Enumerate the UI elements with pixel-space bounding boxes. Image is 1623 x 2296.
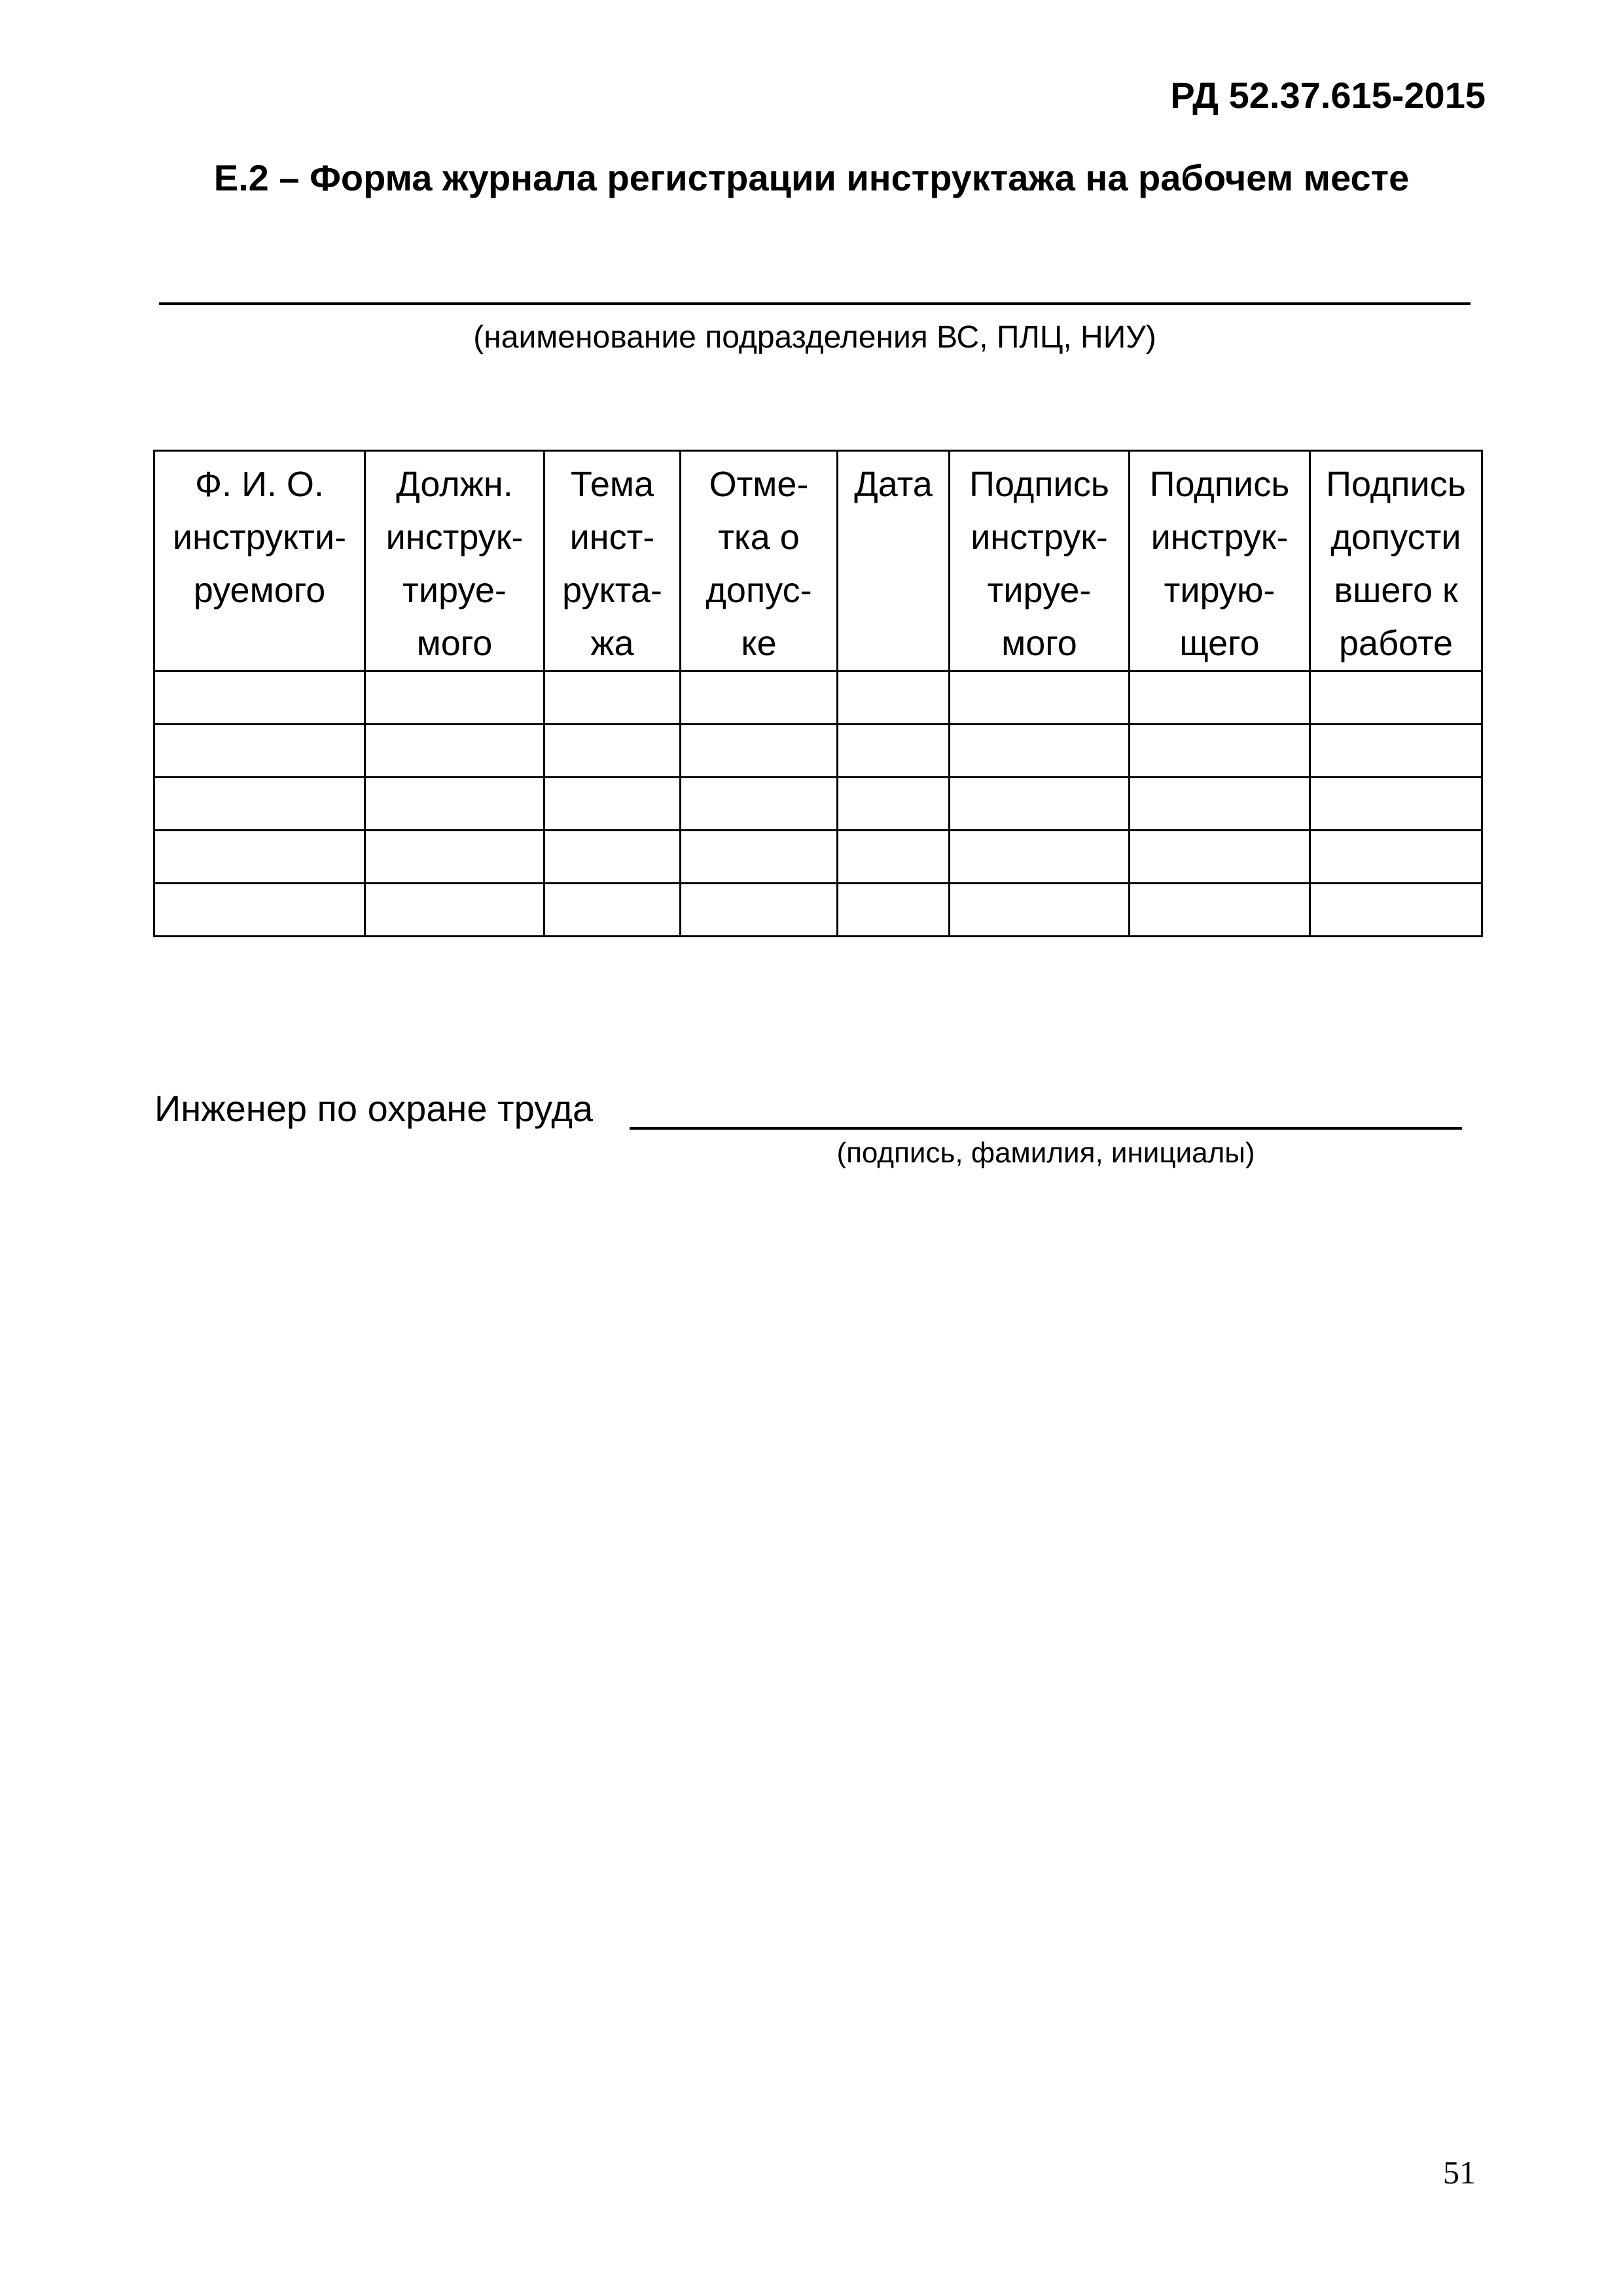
table-cell[interactable] (1130, 725, 1310, 778)
section-title: Е.2 – Форма журнала регистрации инструктажа на рабочем месте (213, 157, 1410, 198)
table-cell[interactable] (365, 725, 544, 778)
column-header-line: Подпись (1149, 465, 1290, 504)
column-header-date (838, 451, 950, 672)
table-cell[interactable] (950, 725, 1130, 778)
column-header-line: Подпись (969, 465, 1109, 504)
table-cell[interactable] (1130, 672, 1310, 725)
column-header-line: вшего к (1334, 571, 1458, 610)
column-header-line: мого (1001, 624, 1077, 663)
table-cell[interactable] (950, 672, 1130, 725)
table-cell[interactable] (1310, 725, 1482, 778)
table-cell[interactable] (838, 884, 950, 937)
table-cell[interactable] (1310, 884, 1482, 937)
page-number: 51 (1443, 2154, 1476, 2191)
table-cell[interactable] (544, 778, 681, 831)
table-row (154, 778, 1482, 831)
table-cell[interactable] (950, 778, 1130, 831)
table-cell[interactable] (154, 725, 365, 778)
table-cell[interactable] (1130, 831, 1310, 884)
column-header-line: ке (741, 624, 777, 663)
table-cell[interactable] (681, 672, 838, 725)
column-header-line: Должн. (396, 465, 513, 504)
column-header-line: Дата (854, 465, 933, 504)
table-cell[interactable] (1310, 672, 1482, 725)
column-header-line: допусти (1330, 518, 1461, 557)
column-header-line: тка о (718, 518, 800, 557)
column-header-line: тирую- (1164, 571, 1275, 610)
column-header-line: щего (1179, 624, 1260, 663)
table-cell[interactable] (838, 672, 950, 725)
table-cell[interactable] (681, 831, 838, 884)
column-header-line: допус- (705, 571, 812, 610)
table-row (154, 884, 1482, 937)
table-cell[interactable] (365, 831, 544, 884)
column-header-topic (544, 451, 681, 672)
doc-code: РД 52.37.615-2015 (1170, 75, 1486, 116)
department-name-line[interactable] (159, 302, 1471, 305)
table-cell[interactable] (365, 778, 544, 831)
table-cell[interactable] (950, 831, 1130, 884)
table-cell[interactable] (544, 725, 681, 778)
table-row (154, 672, 1482, 725)
signature-line[interactable] (630, 1127, 1462, 1130)
table-cell[interactable] (544, 884, 681, 937)
column-header-line: Ф. И. О. (195, 465, 324, 504)
column-header-position (365, 451, 544, 672)
signature-caption: (подпись, фамилия, инициалы) (836, 1137, 1255, 1169)
column-header-trainee-signature (950, 451, 1130, 672)
column-header-line: Отме- (709, 465, 809, 504)
table-cell[interactable] (365, 884, 544, 937)
table-cell[interactable] (681, 725, 838, 778)
column-header-fio (154, 451, 365, 672)
table-cell[interactable] (544, 831, 681, 884)
column-header-line: тируе- (402, 571, 507, 610)
table-cell[interactable] (838, 831, 950, 884)
column-header-instructor-signature (1130, 451, 1310, 672)
column-header-admission-mark (681, 451, 838, 672)
column-header-admitter-signature (1310, 451, 1482, 672)
engineer-label: Инженер по охране труда (154, 1088, 594, 1129)
table-cell[interactable] (154, 778, 365, 831)
table-cell[interactable] (365, 672, 544, 725)
column-header-line: инструк- (1150, 518, 1289, 557)
table-cell[interactable] (838, 778, 950, 831)
column-header-line: тируе- (987, 571, 1092, 610)
table-row (154, 831, 1482, 884)
column-header-line: руемого (193, 571, 326, 610)
table-cell[interactable] (681, 778, 838, 831)
table-cell[interactable] (1130, 884, 1310, 937)
table-cell[interactable] (154, 884, 365, 937)
column-header-line: Тема (570, 465, 654, 504)
column-header-line: инст- (569, 518, 655, 557)
column-header-line: работе (1339, 624, 1453, 663)
column-header-line: мого (416, 624, 493, 663)
table-cell[interactable] (681, 884, 838, 937)
table-cell[interactable] (1130, 778, 1310, 831)
column-header-line: жа (590, 624, 634, 663)
column-header-line: Подпись (1326, 465, 1466, 504)
journal-table (153, 450, 1483, 937)
table-cell[interactable] (154, 672, 365, 725)
table-cell[interactable] (544, 672, 681, 725)
table-cell[interactable] (838, 725, 950, 778)
column-header-line: рукта- (562, 571, 662, 610)
column-header-line: инструк- (385, 518, 524, 557)
department-name-caption: (наименование подразделения ВС, ПЛЦ, НИУ) (473, 320, 1156, 355)
table-row (154, 725, 1482, 778)
table-cell[interactable] (1310, 778, 1482, 831)
column-header-line: инструк- (971, 518, 1108, 557)
table-cell[interactable] (1310, 831, 1482, 884)
table-cell[interactable] (950, 884, 1130, 937)
column-header-line: инструкти- (172, 518, 347, 557)
table-header-row (154, 451, 1482, 672)
table-cell[interactable] (154, 831, 365, 884)
